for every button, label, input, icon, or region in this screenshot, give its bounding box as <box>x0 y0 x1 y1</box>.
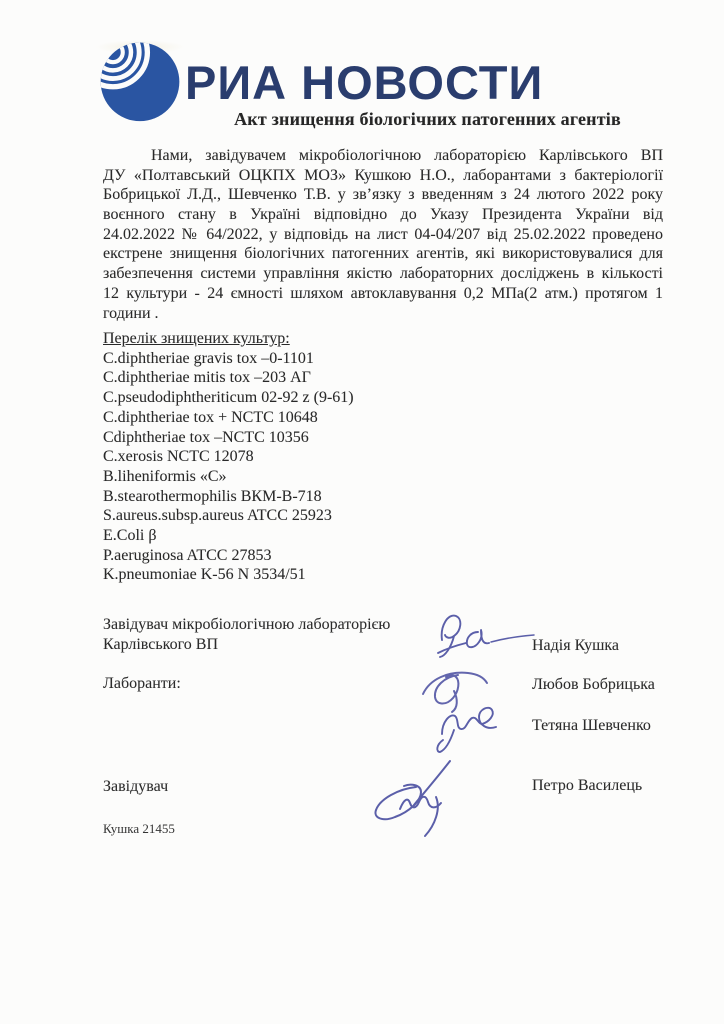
culture-item: C.diphtheriae mitis tox –203 АГ <box>103 369 311 387</box>
paragraph-line: забезпечення системи управління якістю лабораторних досліджень в кількості <box>103 265 663 283</box>
culture-item: C.pseudodiphtheriticum 02-92 z (9-61) <box>103 389 354 407</box>
signature-vasylets <box>370 757 472 839</box>
signature-kushka <box>436 608 536 668</box>
culture-item: Cdiphtheriae tox –NCTC 10356 <box>103 428 309 446</box>
signer-name-bobrytska: Любов Бобрицька <box>532 676 655 693</box>
paragraph-line: екстрене знищення біологічних патогенних агентів, які використовувалися для <box>103 245 663 263</box>
signer-name-vasylets: Петро Василець <box>532 777 643 794</box>
signer-name-shevchenko: Тетяна Шевченко <box>532 717 651 734</box>
signature-shevchenko <box>434 698 514 756</box>
paragraph-line: Бобрицької Л.Д., Шевченко Т.В. у зв’язку з введенням з 24 лютого 2022 року <box>103 186 663 204</box>
body-paragraph <box>103 146 663 323</box>
culture-item: K.pneumoniae K-56 N 3534/51 <box>103 566 306 584</box>
culture-item: C.diphtheriae tox + NCTC 10648 <box>103 408 318 426</box>
brand-wordmark: РИА НОВОСТИ <box>185 55 544 109</box>
culture-item: S.aureus.subsp.aureus ATCC 25923 <box>103 507 332 525</box>
culture-item: E.Coli β <box>103 527 157 545</box>
culture-item: C.diphtheriae gravis tox –0-1101 <box>103 349 314 367</box>
role-head-of-lab <box>103 615 390 655</box>
cultures-list <box>103 329 663 585</box>
culture-item: C.xerosis NCTC 12078 <box>103 448 254 466</box>
paragraph-line: години . <box>103 304 159 322</box>
culture-item: P.aeruginosa ATCC 27853 <box>103 546 272 564</box>
signer-name-kushka: Надія Кушка <box>532 637 620 654</box>
document-title: Акт знищення біологічних патогенних агентів <box>234 109 621 129</box>
paragraph-line: 12 культури - 24 ємності шляхом автоклавування 0,2 МПа(2 атм.) протягом 1 <box>103 284 663 302</box>
role-line: Завідувач мікробіологічною лабораторією <box>103 616 391 633</box>
culture-item: B.stearothermophilis ВКМ-В-718 <box>103 487 322 505</box>
footer-note: Кушка 21455 <box>103 821 175 836</box>
cultures-heading: Перелік знищених культур: <box>103 330 290 347</box>
paragraph-line: 24.02.2022 № 64/2022, у відповідь на лист 04-04/207 від 25.02.2022 проведено <box>103 225 663 243</box>
paragraph-line: воєнного стану в Україні відповідно до Указу Президента України від <box>103 206 663 224</box>
role-director: Завідувач <box>103 778 169 795</box>
role-line: Карлівського ВП <box>103 636 218 653</box>
culture-item: B.liheniformis «С» <box>103 467 227 485</box>
paragraph-line: Нами, завідувачем мікробіологічною лабораторією Карлівського ВП <box>151 147 663 164</box>
role-lab-assistants: Лаборанти: <box>103 675 181 692</box>
paragraph-line: ДУ «Полтавський ОЦКПХ МОЗ» Кушкою Н.О., лаборантами з бактеріології <box>103 166 663 184</box>
